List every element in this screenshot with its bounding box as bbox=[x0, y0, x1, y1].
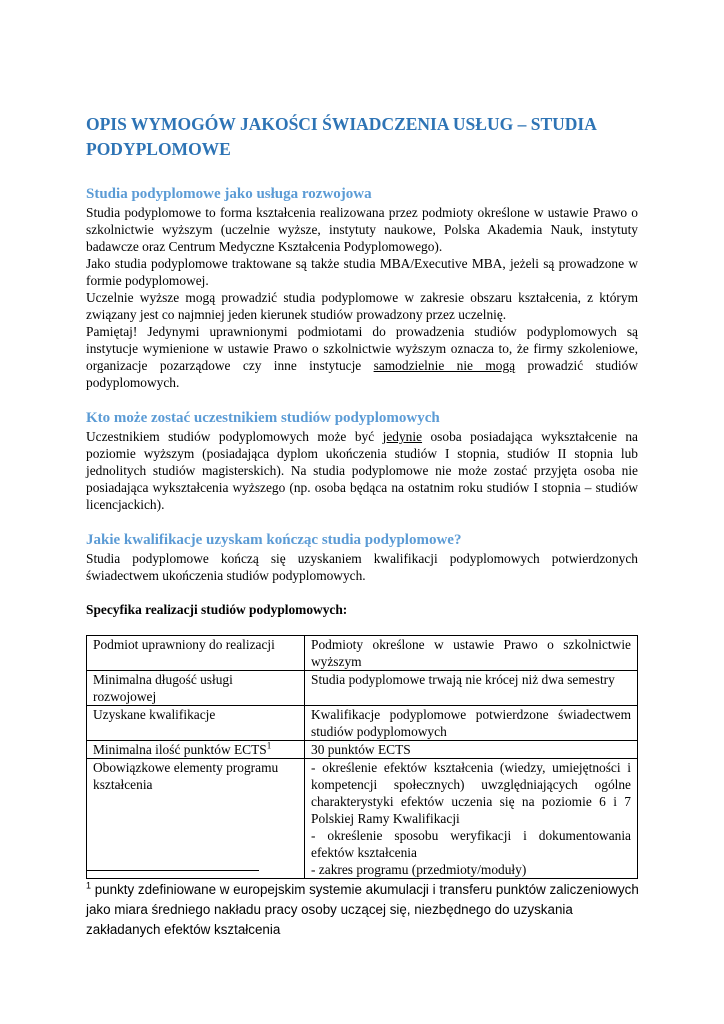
paragraph-universities: Uczelnie wyższe mogą prowadzić studia podyplomowe w zakresie obszaru kształcenia, z którym związany jest co najmniej jeden kierunek studiów prowadzony przez uczelnię. bbox=[86, 290, 638, 322]
table-value-cell: Kwalifikacje podyplomowe potwierdzone świadectwem studiów podyplomowych bbox=[305, 706, 638, 741]
table-label-cell: Obowiązkowe elementy programu kształcenia bbox=[87, 759, 305, 879]
paragraph-remember bbox=[86, 323, 638, 391]
table-label-cell: Minimalna długość usługi rozwojowej bbox=[87, 671, 305, 706]
program-element-verification: - określenie sposobu weryfikacji i dokumentowania efektów kształcenia bbox=[311, 828, 631, 860]
table-row bbox=[87, 671, 638, 706]
table-row bbox=[87, 706, 638, 741]
participant-text-end: osoba posiadająca wykształcenie na poziomie wyższym (posiadająca dyplom ukończenia studiów I stopnia, studiów II stopnia lub jednolitych studiów magisterskich). Na studia podyplomowe nie może zostać przyjęta osoba nie posiadająca wykształcenia wyższego (np. osoba będąca na ostatnim roku studiów I stopnia – studiów licencjackich). bbox=[86, 429, 638, 512]
table-label-cell: Podmiot uprawniony do realizacji bbox=[87, 636, 305, 671]
footnote-text: punkty zdefiniowane w europejskim systemie akumulacji i transferu punktów zaliczeniowych jako miara średniego nakładu pracy osoby uczącej się, niezbędnego do uzyskania zakładanych efektów kształcenia bbox=[86, 882, 639, 937]
remember-text-start: Pamiętaj! Jedynymi uprawnionymi podmiotami do prowadzenia studiów podyplomowych są instytucje wymienione w ustawie Prawo o szkolnictwie wyższym oznacza to, że firmy szkoleniowe, organizacje pozarządowe czy inne instytucje bbox=[86, 324, 638, 373]
table-value-cell bbox=[305, 759, 638, 879]
paragraph-qualifications: Studia podyplomowe kończą się uzyskaniem kwalifikacji podyplomowych potwierdzonych świadectwem ukończenia studiów podyplomowych. bbox=[86, 551, 638, 583]
footnote bbox=[86, 880, 646, 940]
table-label-cell: Uzyskane kwalifikacje bbox=[87, 706, 305, 741]
underlined-phrase: samodzielnie nie mogą bbox=[373, 358, 516, 373]
table-value-cell: Studia podyplomowe trwają nie krócej niż dwa semestry bbox=[305, 671, 638, 706]
table-row bbox=[87, 759, 638, 879]
table-label-cell bbox=[87, 741, 305, 759]
section-heading-development-service: Studia podyplomowe jako usługa rozwojowa bbox=[86, 186, 372, 202]
section-heading-qualifications: Jakie kwalifikacje uzyskam kończąc studia podyplomowe? bbox=[86, 532, 462, 548]
table-value-cell: Podmioty określone w ustawie Prawo o szkolnictwie wyższym bbox=[305, 636, 638, 671]
table-row bbox=[87, 636, 638, 671]
ects-label: Minimalna ilość punktów ECTS bbox=[93, 742, 267, 757]
participant-text-start: Uczestnikiem studiów podyplomowych może być bbox=[86, 429, 383, 444]
program-element-scope: - zakres programu (przedmioty/moduły) bbox=[311, 862, 527, 877]
page-title: OPIS WYMOGÓW JAKOŚCI ŚWIADCZENIA USŁUG – STUDIA PODYPLOMOWE bbox=[86, 114, 596, 159]
paragraph-definition: Studia podyplomowe to forma kształcenia realizowana przez podmioty określone w ustawie Prawo o szkolnictwie wyższym (uczelnie wyższe, instytuty naukowe, Polska Akademia Nauk, instytuty badawcze oraz Centrum Medyczne Kształcenia Podyplomowego). bbox=[86, 205, 638, 254]
underlined-word: jedynie bbox=[382, 429, 423, 444]
section-heading-participant: Kto może zostać uczestnikiem studiów podyplomowych bbox=[86, 410, 440, 426]
paragraph-participant bbox=[86, 428, 638, 513]
footnote-divider bbox=[86, 870, 259, 871]
spec-table bbox=[86, 635, 638, 879]
footnote-reference: 1 bbox=[266, 740, 272, 751]
spec-title: Specyfika realizacji studiów podyplomowych: bbox=[86, 602, 348, 617]
remember-text-end: prowadzić studiów podyplomowych. bbox=[86, 358, 638, 390]
footnote-marker: 1 bbox=[86, 880, 92, 891]
table-row bbox=[87, 741, 638, 759]
paragraph-mba: Jako studia podyplomowe traktowane są także studia MBA/Executive MBA, jeżeli są prowadzone w formie podyplomowej. bbox=[86, 256, 638, 288]
table-value-cell: 30 punktów ECTS bbox=[305, 741, 638, 759]
document-page bbox=[86, 112, 638, 879]
program-element-outcomes: - określenie efektów kształcenia (wiedzy, umiejętności i kompetencji społecznych) uwzględniających ogólne charakterystyki efektów uczenia się na poziomie 6 i 7 Polskiej Ramy Kwalifikacji bbox=[311, 760, 631, 826]
